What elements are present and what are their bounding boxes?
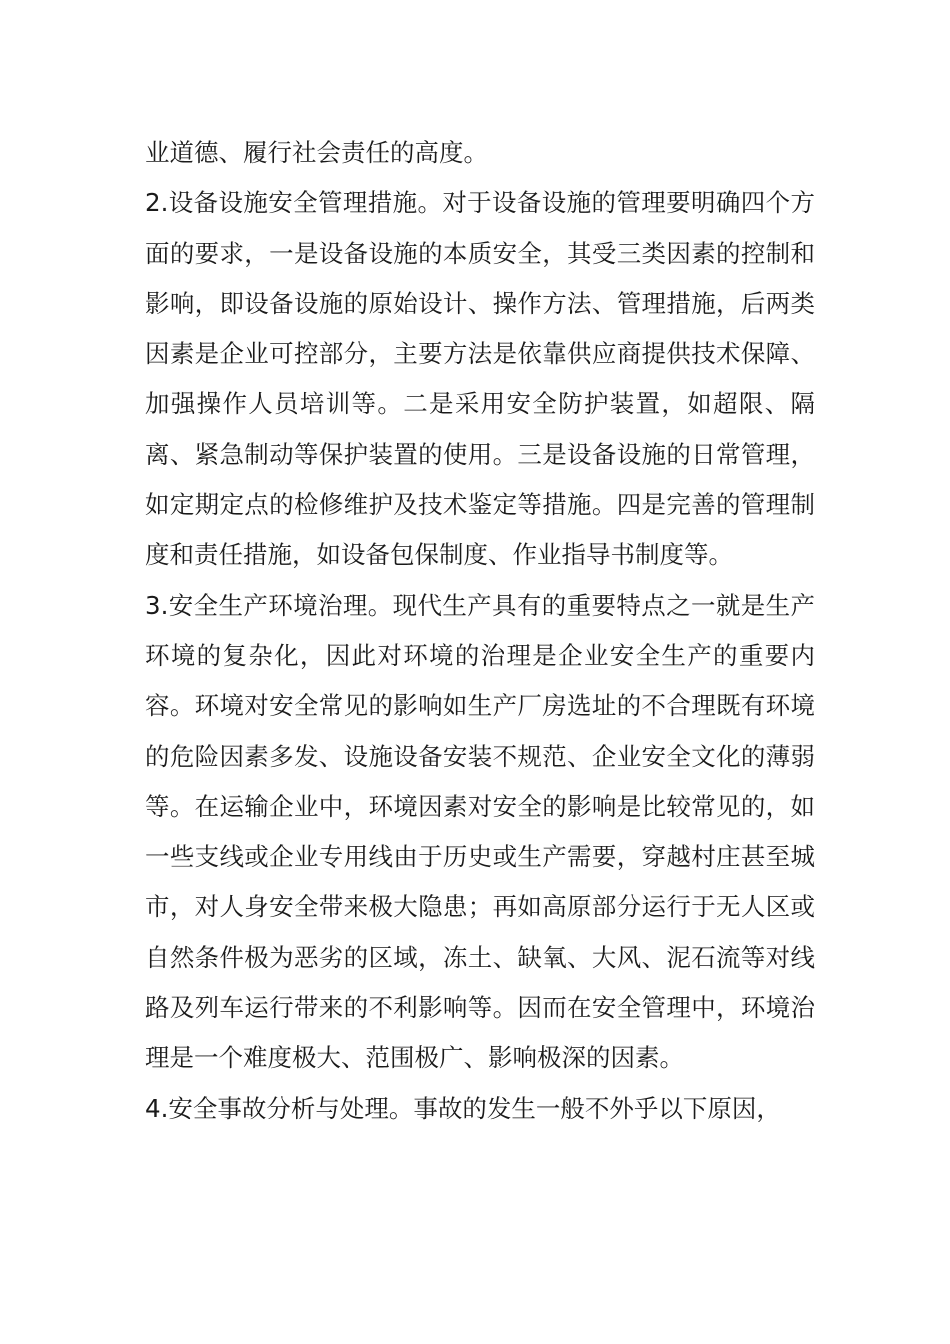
paragraph-environment-governance: 3.安全生产环境治理。现代生产具有的重要特点之一就是生产环境的复杂化，因此对环境的治理是企业安全生产的重要内容。环境对安全常见的影响如生产厂房选址的不合理既有环境的危险因素多发、设施设备安装不规范、企业安全文化的薄弱等。在运输企业中，环境因素对安全的影响是比较常见的，如一些支线或企业专用线由于历史或生产需要，穿越村庄甚至城市，对人身安全带来极大隐患；再如高原部分运行于无人区或自然条件极为恶劣的区域，冻土、缺氧、大风、泥石流等对线路及列车运行带来的不利影响等。因而在安全管理中，环境治理是一个难度极大、范围极广、影响极深的因素。 [145, 590, 815, 1073]
paragraph-continuation: 业道德、履行社会责任的高度。 [145, 138, 488, 167]
paragraph-accident-analysis: 4.安全事故分析与处理。事故的发生一般不外乎以下原因， [145, 1093, 781, 1123]
body-text [145, 128, 815, 1134]
paragraph-equipment-safety: 2.设备设施安全管理措施。对于设备设施的管理要明确四个方面的要求，一是设备设施的本质安全，其受三类因素的控制和影响，即设备设施的原始设计、操作方法、管理措施，后两类因素是企业可控部分，主要方法是依靠供应商提供技术保障、加强操作人员培训等。二是采用安全防护装置，如超限、隔离、紧急制动等保护装置的使用。三是设备设施的日常管理，如定期定点的检修维护及技术鉴定等措施。四是完善的管理制度和责任措施，如设备包保制度、作业指导书制度等。 [145, 188, 815, 570]
